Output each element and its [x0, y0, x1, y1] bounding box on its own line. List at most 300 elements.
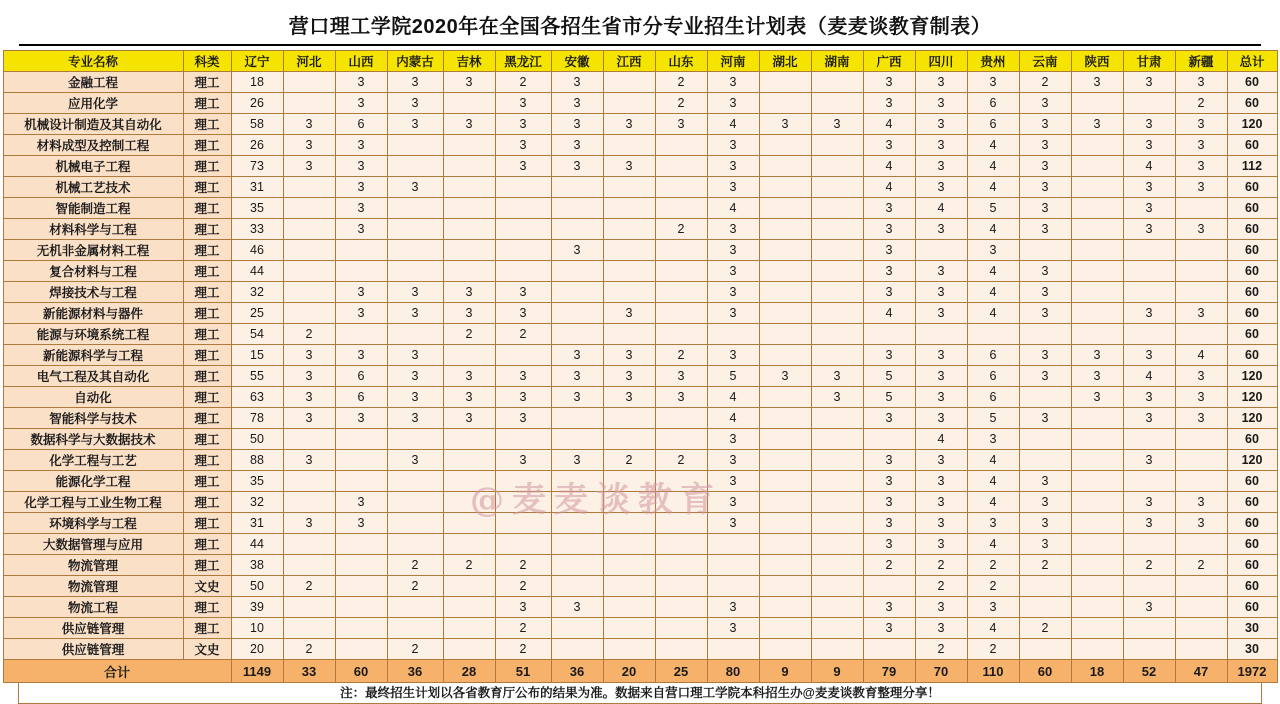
quota-cell — [443, 576, 495, 597]
table-header — [3, 51, 1277, 72]
quota-cell — [387, 135, 443, 156]
quota-cell — [811, 303, 863, 324]
quota-cell: 6 — [335, 114, 387, 135]
quota-cell — [1175, 450, 1227, 471]
quota-cell — [655, 240, 707, 261]
quota-cell — [335, 555, 387, 576]
quota-cell — [387, 618, 443, 639]
quota-cell: 4 — [863, 114, 915, 135]
quota-cell — [1071, 639, 1123, 660]
quota-cell — [1123, 261, 1175, 282]
quota-cell — [655, 597, 707, 618]
quota-cell: 2 — [1175, 555, 1227, 576]
category-cell: 理工 — [183, 450, 231, 471]
quota-cell: 3 — [1123, 492, 1175, 513]
quota-cell — [863, 429, 915, 450]
quota-cell: 3 — [387, 282, 443, 303]
quota-cell: 4 — [1123, 156, 1175, 177]
quota-cell: 3 — [495, 408, 551, 429]
quota-cell: 3 — [707, 135, 759, 156]
header-row — [3, 51, 1277, 72]
quota-cell: 3 — [759, 114, 811, 135]
quota-cell — [443, 513, 495, 534]
quota-cell — [759, 387, 811, 408]
quota-cell: 3 — [1019, 366, 1071, 387]
quota-cell: 32 — [231, 282, 283, 303]
quota-cell: 3 — [1019, 345, 1071, 366]
quota-cell: 3 — [443, 387, 495, 408]
quota-cell — [495, 513, 551, 534]
major-name-cell: 无机非金属材料工程 — [3, 240, 183, 261]
quota-cell — [551, 198, 603, 219]
quota-cell — [283, 198, 335, 219]
summary-cell: 36 — [551, 660, 603, 683]
quota-cell — [387, 240, 443, 261]
quota-cell — [1175, 471, 1227, 492]
quota-cell: 3 — [495, 135, 551, 156]
quota-cell — [1123, 534, 1175, 555]
row-total-cell: 60 — [1227, 429, 1277, 450]
table-row — [3, 387, 1277, 408]
quota-cell — [707, 555, 759, 576]
quota-cell: 3 — [707, 282, 759, 303]
table-row — [3, 303, 1277, 324]
quota-cell — [759, 408, 811, 429]
quota-cell: 4 — [967, 303, 1019, 324]
quota-cell — [811, 345, 863, 366]
category-cell: 理工 — [183, 156, 231, 177]
quota-cell — [1123, 639, 1175, 660]
quota-cell: 5 — [863, 387, 915, 408]
quota-cell — [1071, 219, 1123, 240]
quota-cell: 3 — [863, 492, 915, 513]
category-cell: 理工 — [183, 597, 231, 618]
table-row — [3, 471, 1277, 492]
table-row — [3, 156, 1277, 177]
category-cell: 理工 — [183, 72, 231, 93]
major-name-cell: 化学工程与工艺 — [3, 450, 183, 471]
quota-cell: 3 — [1019, 156, 1071, 177]
quota-cell: 2 — [1019, 72, 1071, 93]
quota-cell — [759, 513, 811, 534]
quota-cell: 3 — [915, 618, 967, 639]
row-total-cell: 60 — [1227, 219, 1277, 240]
quota-cell: 3 — [335, 198, 387, 219]
quota-cell: 2 — [915, 639, 967, 660]
quota-cell — [603, 408, 655, 429]
quota-cell — [655, 618, 707, 639]
quota-cell — [811, 639, 863, 660]
quota-cell: 3 — [283, 345, 335, 366]
quota-cell: 3 — [1175, 135, 1227, 156]
quota-cell — [655, 639, 707, 660]
quota-cell — [1123, 324, 1175, 345]
quota-cell: 2 — [495, 576, 551, 597]
quota-cell: 3 — [551, 366, 603, 387]
quota-cell: 3 — [915, 219, 967, 240]
quota-cell: 3 — [1123, 387, 1175, 408]
quota-cell — [1019, 324, 1071, 345]
quota-cell: 35 — [231, 471, 283, 492]
quota-cell — [387, 219, 443, 240]
quota-cell — [1175, 618, 1227, 639]
quota-cell: 3 — [335, 303, 387, 324]
column-header-11: 河南 — [707, 51, 759, 72]
row-total-cell: 60 — [1227, 597, 1277, 618]
quota-cell: 6 — [967, 114, 1019, 135]
summary-cell: 25 — [655, 660, 707, 683]
quota-cell: 2 — [655, 450, 707, 471]
quota-cell — [283, 72, 335, 93]
quota-cell — [283, 618, 335, 639]
quota-cell: 3 — [1019, 534, 1071, 555]
quota-cell: 3 — [655, 387, 707, 408]
column-header-8: 安徽 — [551, 51, 603, 72]
quota-cell: 3 — [603, 156, 655, 177]
category-cell: 理工 — [183, 282, 231, 303]
quota-cell: 3 — [863, 282, 915, 303]
quota-cell: 3 — [707, 618, 759, 639]
column-header-10: 山东 — [655, 51, 707, 72]
quota-cell: 3 — [551, 597, 603, 618]
quota-cell — [495, 219, 551, 240]
quota-cell — [551, 555, 603, 576]
quota-cell — [551, 513, 603, 534]
quota-cell — [387, 324, 443, 345]
table-row — [3, 198, 1277, 219]
quota-cell — [759, 471, 811, 492]
quota-cell — [603, 513, 655, 534]
quota-cell: 6 — [967, 93, 1019, 114]
quota-cell: 3 — [335, 282, 387, 303]
quota-cell — [603, 282, 655, 303]
quota-cell — [551, 618, 603, 639]
quota-cell — [603, 597, 655, 618]
quota-cell: 3 — [603, 345, 655, 366]
quota-cell: 3 — [551, 93, 603, 114]
quota-cell: 3 — [863, 597, 915, 618]
quota-cell — [443, 471, 495, 492]
major-name-cell: 材料科学与工程 — [3, 219, 183, 240]
table-row — [3, 240, 1277, 261]
quota-cell: 3 — [811, 114, 863, 135]
quota-cell — [655, 135, 707, 156]
quota-cell: 33 — [231, 219, 283, 240]
quota-cell — [495, 471, 551, 492]
quota-cell — [387, 156, 443, 177]
summary-cell: 60 — [1019, 660, 1071, 683]
quota-cell — [1071, 135, 1123, 156]
column-header-12: 湖北 — [759, 51, 811, 72]
column-header-13: 湖南 — [811, 51, 863, 72]
quota-cell — [1019, 597, 1071, 618]
row-total-cell: 60 — [1227, 303, 1277, 324]
row-total-cell: 60 — [1227, 324, 1277, 345]
row-total-cell: 120 — [1227, 450, 1277, 471]
quota-cell — [811, 576, 863, 597]
quota-cell — [915, 240, 967, 261]
quota-cell: 3 — [967, 429, 1019, 450]
quota-cell: 3 — [863, 72, 915, 93]
quota-cell: 3 — [1123, 408, 1175, 429]
quota-cell: 2 — [967, 555, 1019, 576]
quota-cell: 3 — [495, 597, 551, 618]
quota-cell — [387, 471, 443, 492]
quota-cell: 3 — [1019, 198, 1071, 219]
category-cell: 理工 — [183, 93, 231, 114]
summary-cell: 28 — [443, 660, 495, 683]
quota-cell: 4 — [967, 219, 1019, 240]
row-total-cell: 112 — [1227, 156, 1277, 177]
quota-cell — [759, 219, 811, 240]
quota-cell: 5 — [967, 198, 1019, 219]
row-total-cell: 60 — [1227, 471, 1277, 492]
quota-cell: 3 — [1123, 72, 1175, 93]
quota-cell — [811, 555, 863, 576]
quota-cell: 3 — [551, 345, 603, 366]
quota-cell — [443, 219, 495, 240]
category-cell: 理工 — [183, 240, 231, 261]
category-cell: 理工 — [183, 324, 231, 345]
quota-cell: 3 — [551, 387, 603, 408]
quota-cell — [443, 597, 495, 618]
summary-cell: 1149 — [231, 660, 283, 683]
category-cell: 理工 — [183, 555, 231, 576]
quota-cell — [655, 198, 707, 219]
quota-cell: 5 — [707, 366, 759, 387]
quota-cell — [1071, 408, 1123, 429]
quota-cell: 55 — [231, 366, 283, 387]
quota-cell: 2 — [863, 555, 915, 576]
category-cell: 理工 — [183, 492, 231, 513]
quota-cell: 3 — [335, 408, 387, 429]
quota-cell: 39 — [231, 597, 283, 618]
quota-cell — [655, 177, 707, 198]
row-total-cell: 120 — [1227, 366, 1277, 387]
column-header-16: 贵州 — [967, 51, 1019, 72]
major-name-cell: 供应链管理 — [3, 618, 183, 639]
quota-cell — [1175, 429, 1227, 450]
quota-cell: 3 — [863, 240, 915, 261]
table-row — [3, 534, 1277, 555]
quota-cell — [1019, 576, 1071, 597]
quota-cell — [551, 534, 603, 555]
quota-cell — [863, 324, 915, 345]
quota-cell: 2 — [495, 72, 551, 93]
quota-cell: 2 — [387, 576, 443, 597]
quota-cell — [283, 534, 335, 555]
major-name-cell: 金融工程 — [3, 72, 183, 93]
quota-cell: 3 — [1019, 135, 1071, 156]
quota-cell: 6 — [967, 387, 1019, 408]
quota-cell: 4 — [967, 282, 1019, 303]
quota-cell — [443, 450, 495, 471]
quota-cell: 3 — [1175, 72, 1227, 93]
quota-cell — [1123, 93, 1175, 114]
quota-cell — [283, 492, 335, 513]
quota-cell — [443, 93, 495, 114]
quota-cell — [283, 93, 335, 114]
quota-cell: 4 — [707, 408, 759, 429]
major-name-cell: 材料成型及控制工程 — [3, 135, 183, 156]
row-total-cell: 60 — [1227, 135, 1277, 156]
quota-cell: 3 — [603, 303, 655, 324]
quota-cell: 2 — [655, 345, 707, 366]
quota-cell — [551, 492, 603, 513]
quota-cell — [1175, 240, 1227, 261]
major-name-cell: 数据科学与大数据技术 — [3, 429, 183, 450]
quota-cell — [603, 177, 655, 198]
quota-cell — [443, 240, 495, 261]
quota-cell — [283, 240, 335, 261]
column-header-9: 江西 — [603, 51, 655, 72]
quota-cell: 3 — [915, 513, 967, 534]
column-header-18: 陕西 — [1071, 51, 1123, 72]
quota-cell: 3 — [915, 597, 967, 618]
quota-cell: 2 — [387, 639, 443, 660]
quota-cell — [551, 219, 603, 240]
quota-cell: 4 — [863, 303, 915, 324]
row-total-cell: 60 — [1227, 198, 1277, 219]
quota-cell: 25 — [231, 303, 283, 324]
quota-cell — [1071, 429, 1123, 450]
major-name-cell: 复合材料与工程 — [3, 261, 183, 282]
quota-cell — [387, 429, 443, 450]
quota-cell — [603, 618, 655, 639]
quota-cell — [811, 513, 863, 534]
quota-cell: 3 — [707, 471, 759, 492]
quota-cell — [655, 513, 707, 534]
quota-cell: 3 — [915, 345, 967, 366]
quota-cell: 3 — [967, 72, 1019, 93]
quota-cell: 3 — [1123, 177, 1175, 198]
quota-cell — [967, 324, 1019, 345]
major-name-cell: 智能制造工程 — [3, 198, 183, 219]
quota-cell — [655, 324, 707, 345]
summary-cell: 51 — [495, 660, 551, 683]
quota-cell — [1019, 639, 1071, 660]
quota-cell — [811, 198, 863, 219]
quota-cell — [811, 135, 863, 156]
quota-cell — [1071, 261, 1123, 282]
quota-cell: 3 — [915, 156, 967, 177]
quota-cell: 3 — [915, 534, 967, 555]
quota-cell: 3 — [551, 240, 603, 261]
category-cell: 文史 — [183, 576, 231, 597]
summary-cell: 9 — [811, 660, 863, 683]
column-header-20: 新疆 — [1175, 51, 1227, 72]
quota-cell: 3 — [551, 72, 603, 93]
quota-cell — [551, 576, 603, 597]
table-row — [3, 576, 1277, 597]
quota-cell: 3 — [1071, 114, 1123, 135]
quota-cell: 2 — [495, 324, 551, 345]
quota-cell: 2 — [967, 639, 1019, 660]
category-cell: 理工 — [183, 261, 231, 282]
quota-cell — [603, 261, 655, 282]
quota-cell: 35 — [231, 198, 283, 219]
table-row — [3, 324, 1277, 345]
summary-cell: 18 — [1071, 660, 1123, 683]
summary-cell: 80 — [707, 660, 759, 683]
row-total-cell: 60 — [1227, 177, 1277, 198]
category-cell: 文史 — [183, 639, 231, 660]
quota-cell: 2 — [283, 639, 335, 660]
row-total-cell: 30 — [1227, 618, 1277, 639]
quota-cell — [1071, 450, 1123, 471]
quota-cell: 3 — [915, 492, 967, 513]
quota-cell — [335, 324, 387, 345]
row-total-cell: 120 — [1227, 387, 1277, 408]
category-cell: 理工 — [183, 408, 231, 429]
quota-cell: 3 — [335, 135, 387, 156]
quota-cell — [1071, 555, 1123, 576]
quota-cell — [1175, 282, 1227, 303]
quota-cell — [655, 282, 707, 303]
quota-cell — [335, 639, 387, 660]
quota-cell: 3 — [551, 156, 603, 177]
quota-cell — [495, 492, 551, 513]
row-total-cell: 30 — [1227, 639, 1277, 660]
category-cell: 理工 — [183, 345, 231, 366]
column-header-0: 专业名称 — [3, 51, 183, 72]
quota-cell: 50 — [231, 429, 283, 450]
quota-cell: 3 — [915, 471, 967, 492]
quota-cell: 3 — [1123, 303, 1175, 324]
column-header-4: 山西 — [335, 51, 387, 72]
quota-cell: 31 — [231, 177, 283, 198]
quota-cell — [811, 408, 863, 429]
major-name-cell: 环境科学与工程 — [3, 513, 183, 534]
quota-cell: 3 — [1175, 177, 1227, 198]
quota-cell — [603, 471, 655, 492]
quota-cell — [1123, 471, 1175, 492]
quota-cell — [551, 177, 603, 198]
quota-cell: 6 — [335, 387, 387, 408]
quota-cell — [1175, 639, 1227, 660]
quota-cell: 3 — [335, 345, 387, 366]
category-cell: 理工 — [183, 387, 231, 408]
quota-cell — [443, 135, 495, 156]
quota-cell: 3 — [707, 492, 759, 513]
quota-cell: 3 — [495, 93, 551, 114]
quota-cell — [603, 135, 655, 156]
table-row — [3, 114, 1277, 135]
quota-cell: 3 — [1019, 177, 1071, 198]
quota-cell: 3 — [915, 114, 967, 135]
quota-cell: 2 — [495, 618, 551, 639]
quota-cell — [707, 324, 759, 345]
quota-cell — [1123, 618, 1175, 639]
quota-cell — [759, 282, 811, 303]
quota-cell — [603, 429, 655, 450]
summary-cell: 70 — [915, 660, 967, 683]
quota-cell: 3 — [335, 492, 387, 513]
quota-cell — [603, 555, 655, 576]
quota-cell — [811, 156, 863, 177]
major-name-cell: 电气工程及其自动化 — [3, 366, 183, 387]
quota-cell: 46 — [231, 240, 283, 261]
quota-cell: 3 — [707, 219, 759, 240]
quota-cell: 4 — [863, 156, 915, 177]
category-cell: 理工 — [183, 219, 231, 240]
quota-cell — [759, 303, 811, 324]
quota-cell: 3 — [707, 177, 759, 198]
quota-cell: 4 — [967, 156, 1019, 177]
major-name-cell: 供应链管理 — [3, 639, 183, 660]
column-header-5: 内蒙古 — [387, 51, 443, 72]
column-header-7: 黑龙江 — [495, 51, 551, 72]
